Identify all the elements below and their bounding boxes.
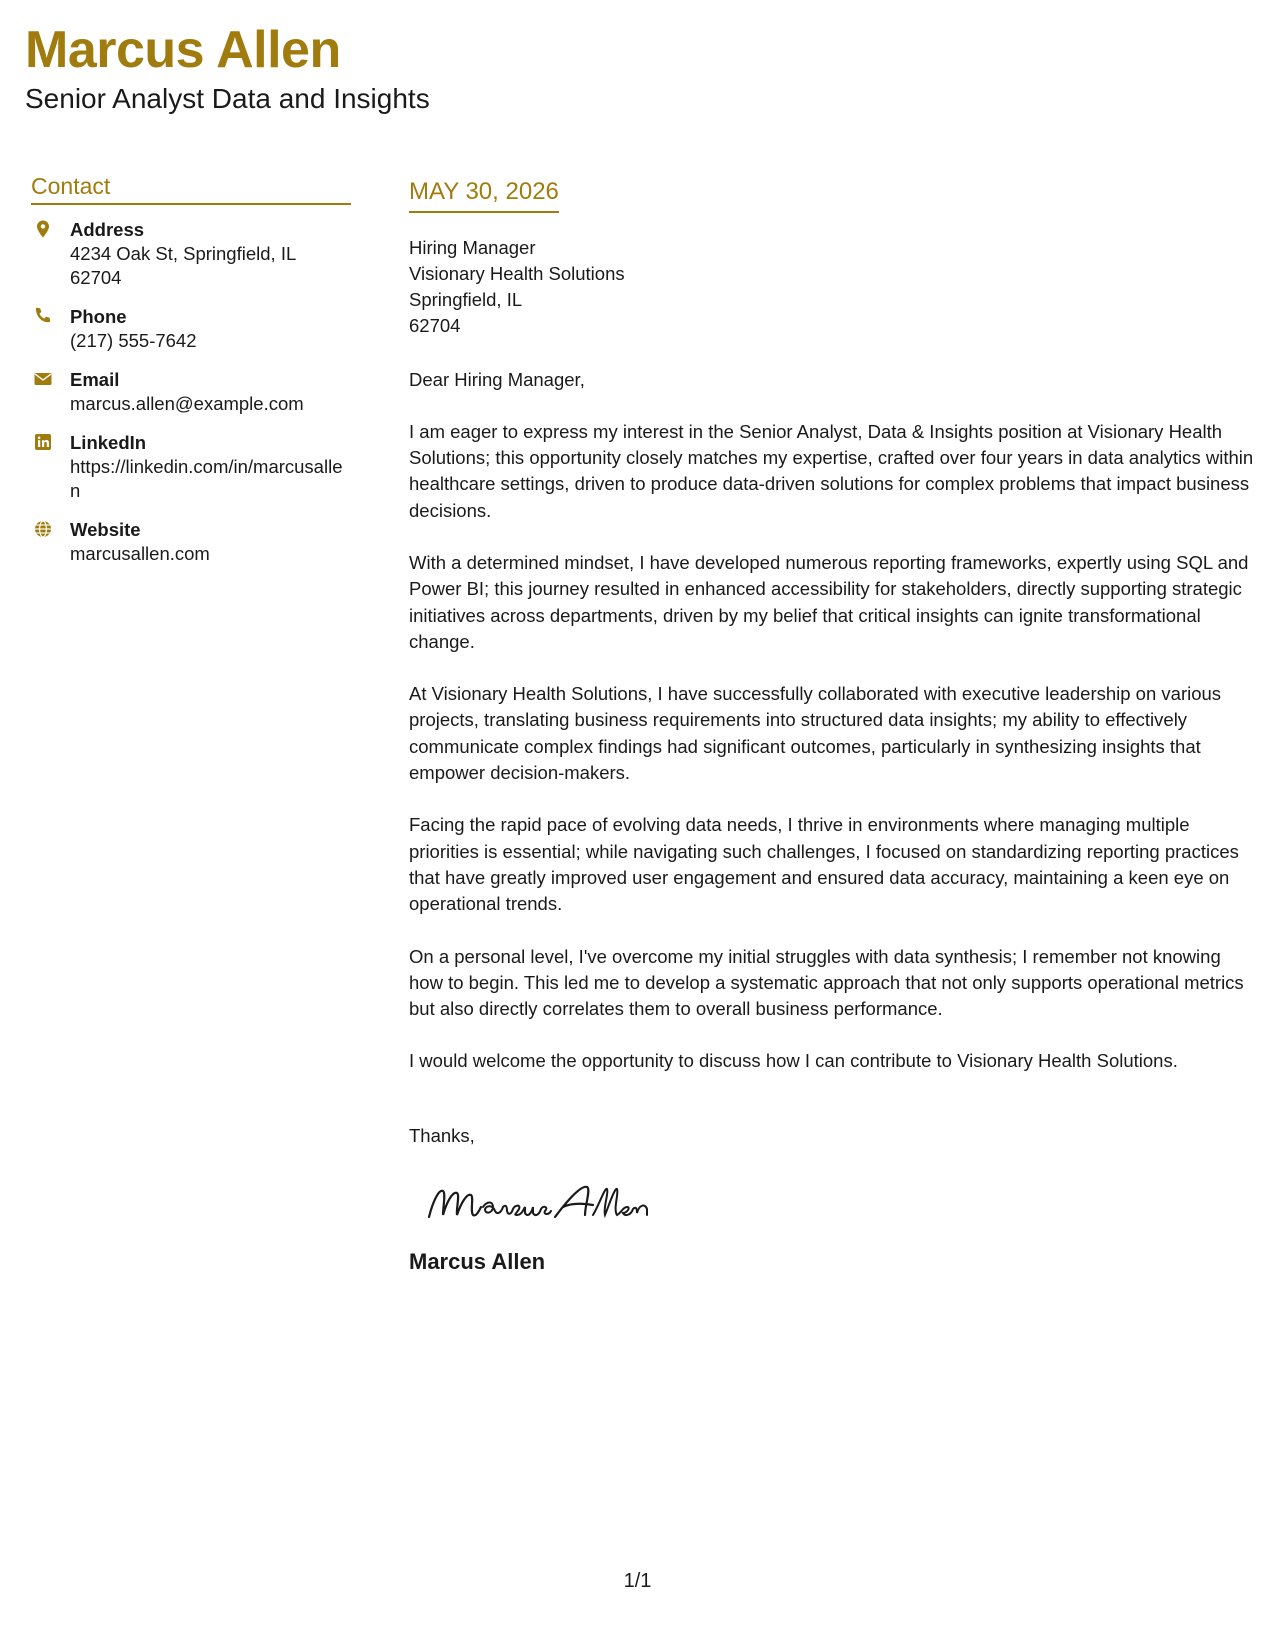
contact-value[interactable]: https://linkedin.com/in/marcusallen [70, 455, 343, 501]
handwritten-signature [421, 1171, 661, 1235]
salutation: Dear Hiring Manager, [409, 368, 585, 390]
letter-body [409, 178, 1254, 1275]
recipient-line: Hiring Manager [409, 236, 536, 258]
letter-paragraph: On a personal level, I've overcome my initial struggles with data synthesis; I remember not knowing how to begin. This led me to develop a systematic approach that not only supports operational metrics but also directly correlates them to overall business performance. [409, 945, 1244, 1020]
contact-label: LinkedIn [70, 431, 147, 453]
recipient-line: 62704 [409, 314, 461, 336]
letter-date: MAY 30, 2026 [409, 178, 559, 205]
contact-item-linkedin [31, 430, 351, 503]
map-pin-icon [33, 219, 53, 239]
contact-heading: Contact [31, 173, 351, 205]
contact-item-phone [31, 304, 351, 353]
contact-label: Phone [70, 305, 127, 327]
letter-paragraph: Facing the rapid pace of evolving data needs, I thrive in environments where managing multiple priorities is essential; while navigating such challenges, I focused on standardizing reporting practices that have greatly improved user engagement and ensured data accuracy, maintaining a keen eye on operational trends. [409, 814, 1239, 915]
envelope-icon [33, 369, 53, 389]
contact-value: 4234 Oak St, Springfield, IL 62704 [70, 242, 296, 288]
contact-label: Website [70, 518, 141, 540]
contact-item-website [31, 517, 351, 566]
recipient-line: Springfield, IL [409, 288, 523, 310]
page-number: 1/1 [623, 1570, 652, 1592]
contact-label: Email [70, 368, 120, 390]
applicant-title: Senior Analyst Data and Insights [25, 83, 430, 114]
applicant-name: Marcus Allen [25, 21, 341, 79]
contact-value: marcus.allen@example.com [70, 392, 304, 414]
contact-item-email [31, 367, 351, 416]
contact-value: (217) 555-7642 [70, 329, 197, 351]
phone-icon [33, 306, 53, 326]
contact-sidebar [31, 173, 351, 580]
contact-list [31, 217, 351, 566]
recipient-block [409, 235, 1254, 339]
recipient-line: Visionary Health Solutions [409, 262, 625, 284]
contact-item-address [31, 217, 351, 290]
letter-paragraph: At Visionary Health Solutions, I have successfully collaborated with executive leadership on various projects, translating business requirements into structured data insights; my ability to effectively communicate complex findings had significant outcomes, particularly in synthesizing insights that empower decision-makers. [409, 683, 1222, 784]
signer-name: Marcus Allen [409, 1248, 546, 1274]
letter-paragraph: With a determined mindset, I have developed numerous reporting frameworks, expertly using SQL and Power BI; this journey resulted in enhanced accessibility for stakeholders, directly supporting strategic initiatives across departments, driven by my belief that critical insights can ignite transformational change. [409, 551, 1249, 652]
letter-paragraph: I am eager to express my interest in the Senior Analyst, Data & Insights position at Visionary Health Solutions; this opportunity closely matches my expertise, crafted over four years in data analytics within healthcare settings, driven to produce data-driven solutions for complex problems that impact business decisions. [409, 420, 1254, 521]
letter-date-wrap [409, 178, 559, 213]
contact-value[interactable]: marcusallen.com [70, 542, 210, 564]
letter-paragraph: I would welcome the opportunity to discuss how I can contribute to Visionary Health Solutions. [409, 1050, 1178, 1072]
linkedin-icon [33, 432, 53, 452]
contact-label: Address [70, 218, 145, 240]
closing: Thanks, [409, 1124, 475, 1146]
globe-icon [33, 519, 53, 539]
